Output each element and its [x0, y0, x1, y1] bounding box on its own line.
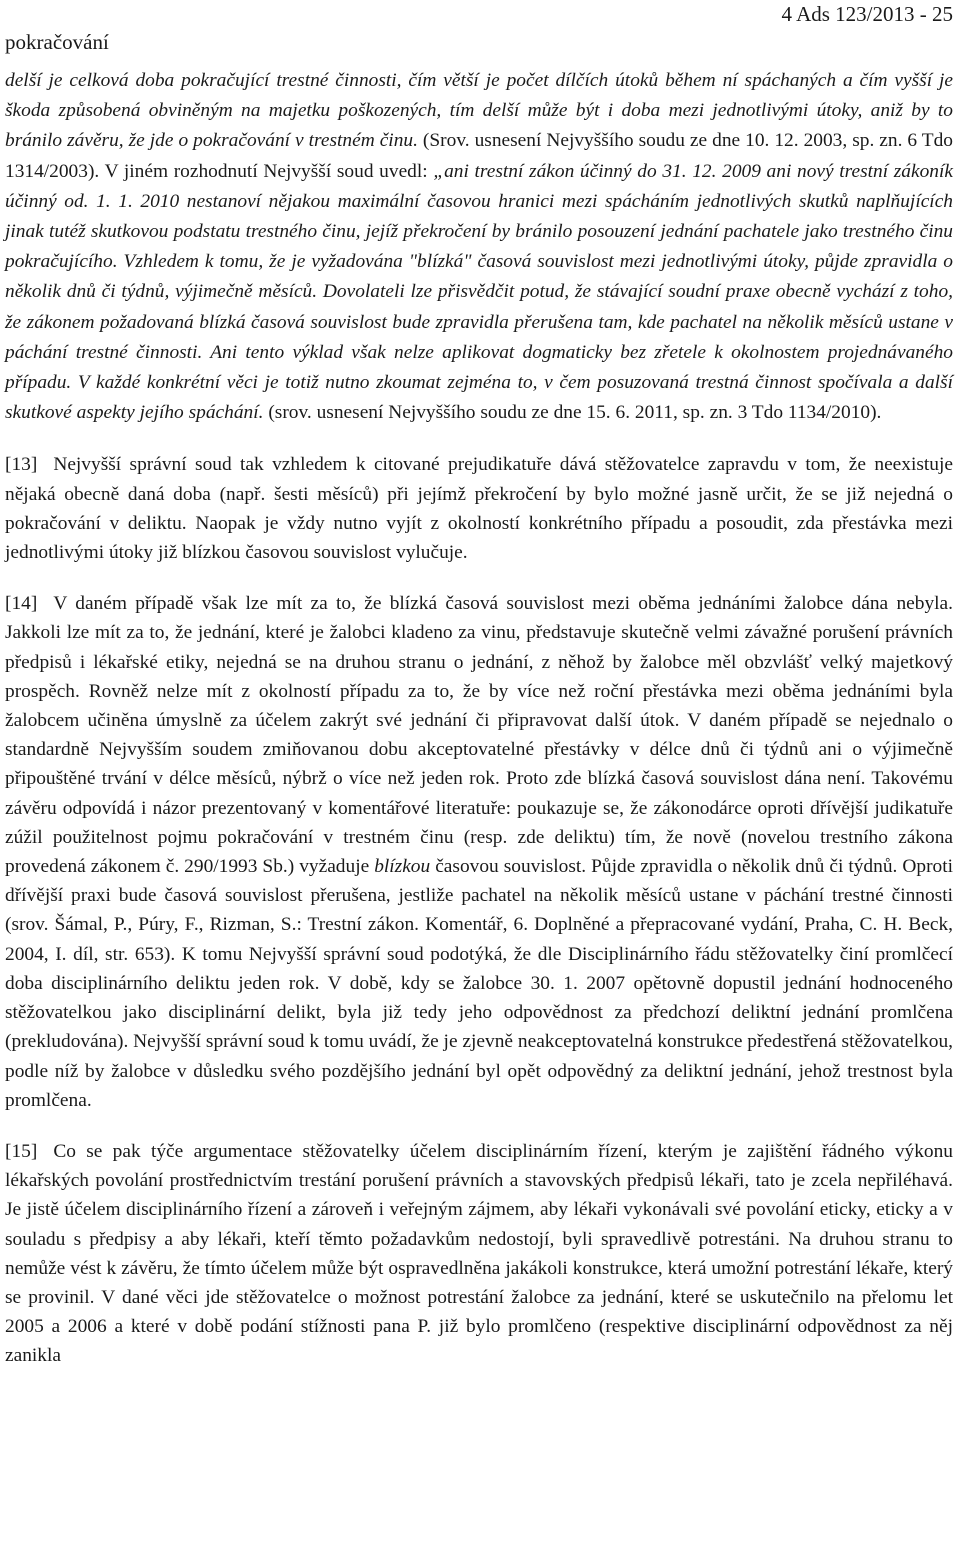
- header-continuation: pokračování: [5, 30, 109, 54]
- paragraph-text-part-1: V daném případě však lze mít za to, že blízká časová souvislost mezi oběma jednáními žalobce dána nebyla. Jakkoli lze mít za to, že jednání, které je žalobci kladeno za vinu, představuje skutečně velmi závažné porušení právních předpisů i lékařské etiky, nejedná se na druhou stranu o jednání, z něhož by žalobce měl obzvlášť velký majetkový prospěch. Rovněž nelze mít z okolností případu za to, že by více než roční přestávka mezi oběma jednáními byla žalobcem učiněna úmyslně za účelem zakrýt své jednání či připravovat další útok. V daném případě se nejednalo o standardně Nejvyšším soudem zmiňovanou dobu akceptovatelné přestávky v délce dnů či týdnů ani o výjimečně připouštěné trvání v délce měsíců, nýbrž o více než jeden rok. Proto zde blízká časová souvislost dána není. Takovému závěru odpovídá i názor prezentovaný v komentářové literatuře: poukazuje se, že zákonodárce oproti dřívější judikatuře zúžil použitelnost pojmu pokračování v trestném činu (resp. zde deliktu) tím, že nově (novelou trestního zákona provedená zákonem č. 290/1993 Sb.) vyžaduje: [5, 593, 953, 878]
- paragraph-number: [13]: [5, 454, 38, 476]
- emphasized-word: blízkou: [374, 856, 431, 878]
- paragraph-text: Nejvyšší správní soud tak vzhledem k citované prejudikatuře dává stěžovatelce zapravdu v tom, že neexistuje nějaká obecně daná doba (např. šesti měsíců) při jejímž překročení by bylo možné jasně určit, že se již nejedná o pokračování v deliktu. Naopak je vždy nutno vyjít z okolností konkrétního případu a posoudit, zda přestávka mezi jednotlivými útoky již blízkou časovou souvislost vylučuje.: [5, 454, 953, 564]
- header-case-number: 4 Ads 123/2013 - 25: [781, 2, 953, 26]
- quote-citation-1: (Srov. usnesení Nejvyššího soudu ze dne 10. 12. 2003, sp. zn. 6 Tdo 1314/2003). V jiném rozhodnutí Nejvyšší soud uvedl:: [5, 130, 953, 182]
- quote-citation-2: (srov. usnesení Nejvyššího soudu ze dne 15. 6. 2011, sp. zn. 3 Tdo 1134/2010).: [263, 402, 882, 424]
- paragraph-14: [5, 589, 953, 1115]
- paragraph-13: [5, 450, 953, 567]
- paragraph-number: [15]: [5, 1140, 38, 1162]
- paragraph-15: [5, 1137, 953, 1371]
- quote-italic-1: delší je celková doba pokračující trestné činnosti, čím větší je počet dílčích útoků během ní spáchaných a čím vyšší je škoda způsobená obviněným na majetku poškozených, tím delší může být i doba mezi jednotlivými útoky, aniž by to bránilo závěru, že jde o pokračování v trestném činu.: [5, 70, 953, 152]
- paragraph-text: Co se pak týče argumentace stěžovatelky účelem disciplinárním řízení, kterým je zajištění řádného výkonu lékařských povolání prostřednictvím trestání porušení právních a stavovských předpisů lékaři, tato je zcela nepřiléhavá. Je jistě účelem disciplinárního řízení a zároveň i veřejným zájmem, aby lékaři vykonávali své povolání eticky, eticky a v souladu s předpisy a aby lékaři, kteří těmto požadavkům nedostojí, byli spravedlivě potrestáni. Na druhou stranu to nemůže vést k závěru, že tímto účelem může být ospravedlněna jakákoli konstrukce, která umožní potrestání lékaře, který se provinil. V dané věci jde stěžovatelce o možnost potrestání žalobce za jednání, které se uskutečnilo na přelomu let 2005 a 2006 a které v době podání stížnosti pana P. již bylo promlčeno (respektive disciplinární odpovědnost za něj zanikla: [5, 1140, 953, 1367]
- quote-italic-2: „ani trestní zákon účinný do 31. 12. 2009 ani nový trestní zákoník účinný od. 1. 1. 2010 nestanoví nějakou maximální časovou hranici mezi spácháním jednotlivých skutků naplňujících jinak tutéž skutkovou podstatu trestného činu, jejíž překročení by bránilo posouzení jednání pachatele jako trestného činu pokračujícího. Vzhledem k tomu, že je vyžadována "blízká" časová souvislost mezi jednotlivými útoky, půjde zpravidla o několik dnů či týdnů, výjimečně měsíců. Dovolateli lze přisvědčit potud, že stávající soudní praxe obecně vychází z toho, že zákonem požadovaná blízká časová souvislost bude zpravidla přerušena tam, kde pachatel na několik měsíců ustane v páchání trestné činnosti. Ani tento výklad však nelze aplikovat dogmaticky bez zřetele k okolnostem projednávaného případu. V každé konkrétní věci je totiž nutno zkoumat zejména to, v čem posuzovaná trestná činnost spočívala a další skutkové aspekty jejího spáchání.: [5, 160, 953, 424]
- paragraph-text-part-2: časovou souvislost. Půjde zpravidla o několik dnů či týdnů. Oproti dřívější praxi bude časová souvislost přerušena, jestliže pachatel na několik měsíců ustane v páchání trestné činnosti (srov. Šámal, P., Púry, F., Rizman, S.: Trestní zákon. Komentář, 6. Doplněné a přepracované vydání, Praha, C. H. Beck, 2004, I. díl, str. 653). K tomu Nejvyšší správní soud podotýká, že dle Disciplinárního řádu stěžovatelky činí promlčecí doba disciplinárního deliktu jeden rok. V době, kdy se žalobce 30. 1. 2007 opětovně dopustil jednání hodnoceného stěžovatelkou jako disciplinární delikt, byla již tedy jeho odpovědnost za předchozí deliktní jednání promlčena (prekludována). Nejvyšší správní soud k tomu uvádí, že je zjevně neakceptovatelná konstrukce předestřená stěžovatelkou, podle níž by žalobce v důsledku svého pozdějšího jednání byl opět odpovědný za deliktní jednání, jehož trestnost byla promlčena.: [5, 856, 953, 1111]
- paragraph-number: [14]: [5, 593, 38, 615]
- quoted-passage: [5, 66, 953, 428]
- page-header: [5, 0, 953, 60]
- document-page: [5, 0, 953, 1371]
